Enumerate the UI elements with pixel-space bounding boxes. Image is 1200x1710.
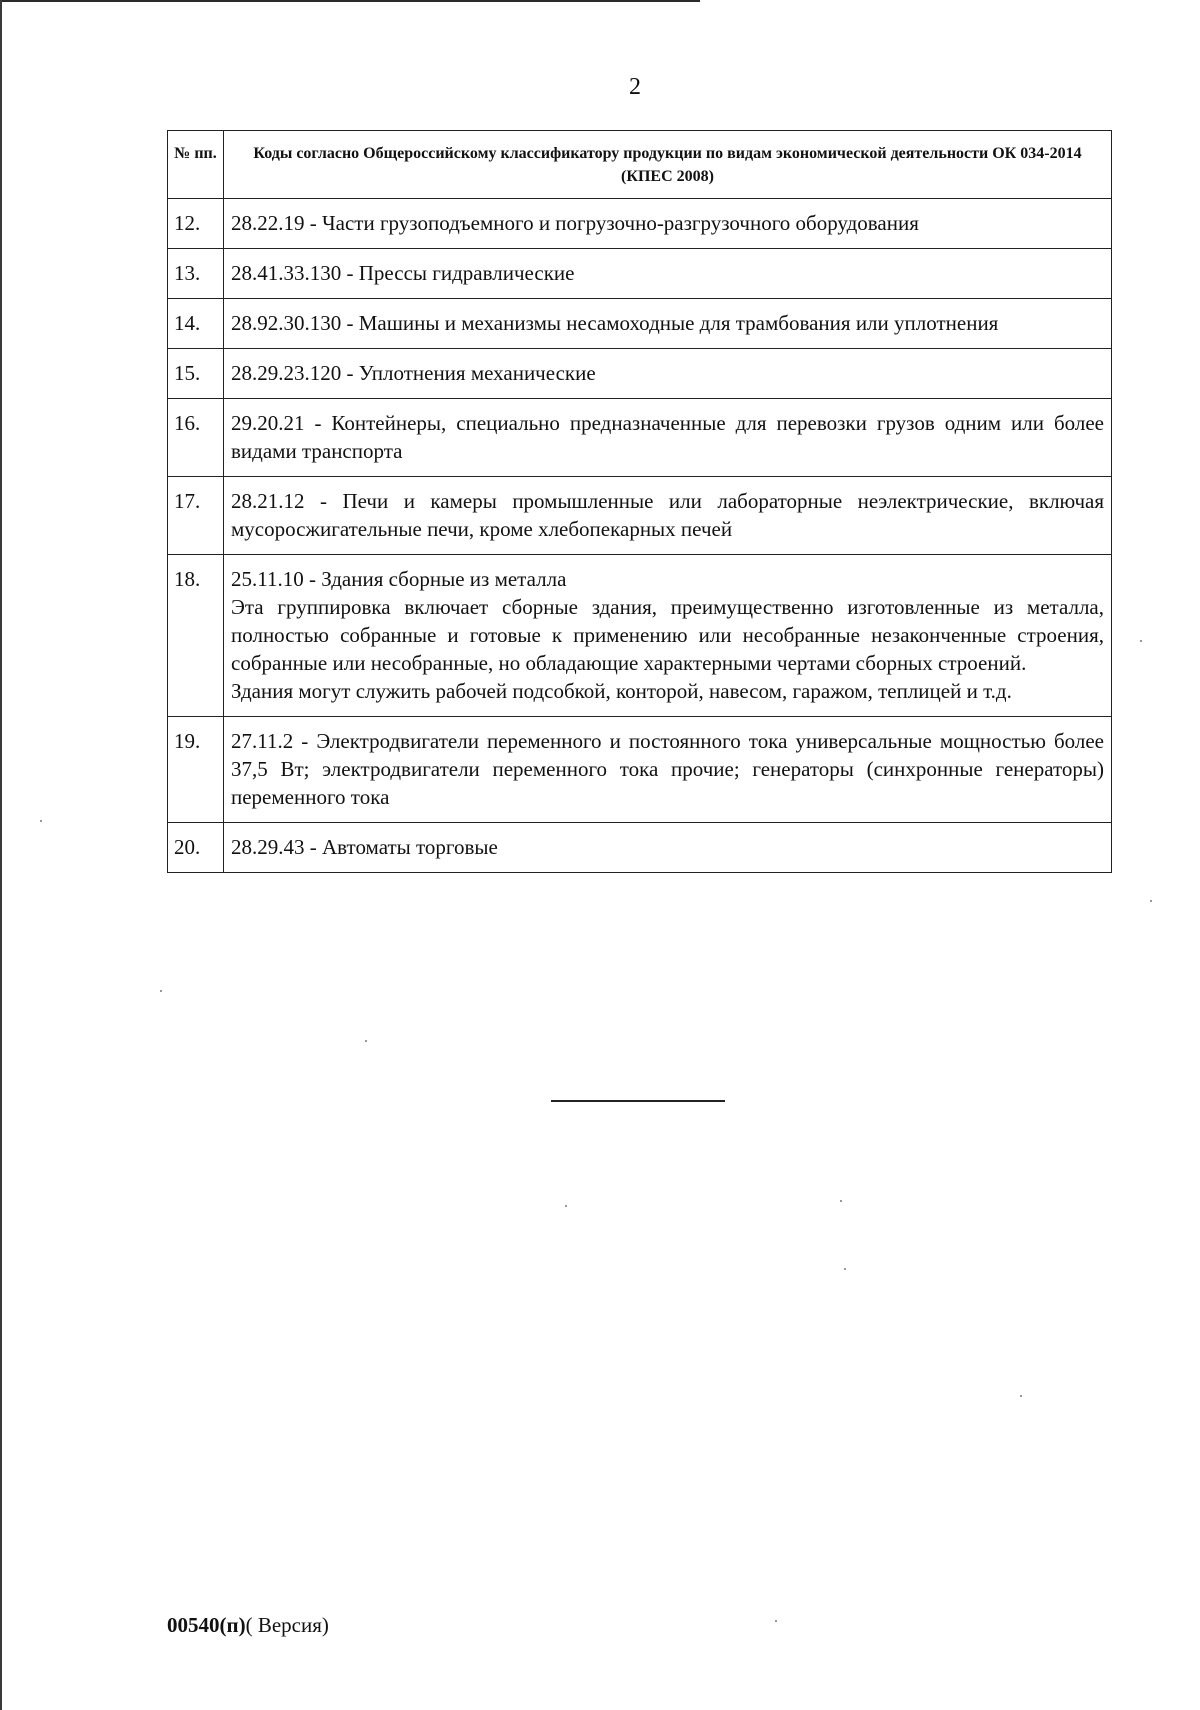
- row-text-group: [224, 555, 1112, 717]
- scan-speck: [160, 990, 162, 992]
- row-text: 25.11.10 - Здания сборные из металла: [231, 567, 567, 591]
- separator-line: [551, 1100, 725, 1102]
- codes-table: [167, 130, 1112, 873]
- scan-edge-left: [0, 0, 2, 1710]
- table-row: [168, 299, 1112, 349]
- row-text: 28.22.19 - Части грузоподъемного и погрузочно-разгрузочного оборудования: [224, 199, 1112, 249]
- scan-speck: [40, 820, 42, 822]
- row-number: 17.: [168, 477, 224, 555]
- table-row: [168, 399, 1112, 477]
- row-text: 29.20.21 - Контейнеры, специально предназначенные для перевозки грузов одним или более видами транспорта: [224, 399, 1112, 477]
- table-row: [168, 717, 1112, 823]
- row-text: 28.29.23.120 - Уплотнения механические: [224, 349, 1112, 399]
- row-text: 28.21.12 - Печи и камеры промышленные или лабораторные неэлектрические, включая мусоросжигательные печи, кроме хлебопекарных печей: [224, 477, 1112, 555]
- row-number: 14.: [168, 299, 224, 349]
- scan-speck: [365, 1040, 367, 1042]
- scan-speck: [775, 1620, 777, 1622]
- scan-speck: [565, 1205, 567, 1207]
- scan-speck: [840, 1200, 842, 1202]
- scan-speck: [1020, 1395, 1022, 1397]
- table-row: [168, 199, 1112, 249]
- footer-code: 00540(п): [167, 1613, 246, 1637]
- scan-speck: [844, 1268, 846, 1270]
- row-number: 16.: [168, 399, 224, 477]
- row-description: Здания могут служить рабочей подсобкой, конторой, навесом, гаражом, теплицей и т.д.: [231, 679, 1012, 703]
- table-row: [168, 249, 1112, 299]
- row-text: 27.11.2 - Электродвигатели переменного и постоянного тока универсальные мощностью более 37,5 Вт; электродвигатели переменного тока прочие; генераторы (синхронные генераторы) переменного тока: [224, 717, 1112, 823]
- page-number: 2: [629, 74, 641, 100]
- table-row: [168, 555, 1112, 717]
- table-row: [168, 349, 1112, 399]
- row-number: 15.: [168, 349, 224, 399]
- footer-label: ( Версия): [245, 1613, 329, 1637]
- row-text: 28.41.33.130 - Прессы гидравлические: [224, 249, 1112, 299]
- row-text: 28.29.43 - Автоматы торговые: [224, 823, 1112, 873]
- row-number: 19.: [168, 717, 224, 823]
- table-row: [168, 477, 1112, 555]
- row-number: 13.: [168, 249, 224, 299]
- row-number: 12.: [168, 199, 224, 249]
- scan-speck: [1140, 640, 1142, 642]
- row-number: 18.: [168, 555, 224, 717]
- footer-version: [167, 1611, 329, 1639]
- header-codes: Коды согласно Общероссийскому классификатору продукции по видам экономической деятельности ОК 034-2014 (КПЕС 2008): [224, 131, 1112, 199]
- scan-speck: [1150, 900, 1152, 902]
- header-number: № пп.: [168, 131, 224, 199]
- table-row: [168, 823, 1112, 873]
- row-text: 28.92.30.130 - Машины и механизмы несамоходные для трамбования или уплотнения: [224, 299, 1112, 349]
- row-description: Эта группировка включает сборные здания, преимущественно изготовленные из металла, полностью собранные и готовые к применению или несобранные незаконченные строения, собранные или несобранные, но обладающие характерными чертами сборных строений.: [231, 595, 1104, 675]
- row-number: 20.: [168, 823, 224, 873]
- table-header-row: [168, 131, 1112, 199]
- scan-edge-top: [0, 0, 700, 2]
